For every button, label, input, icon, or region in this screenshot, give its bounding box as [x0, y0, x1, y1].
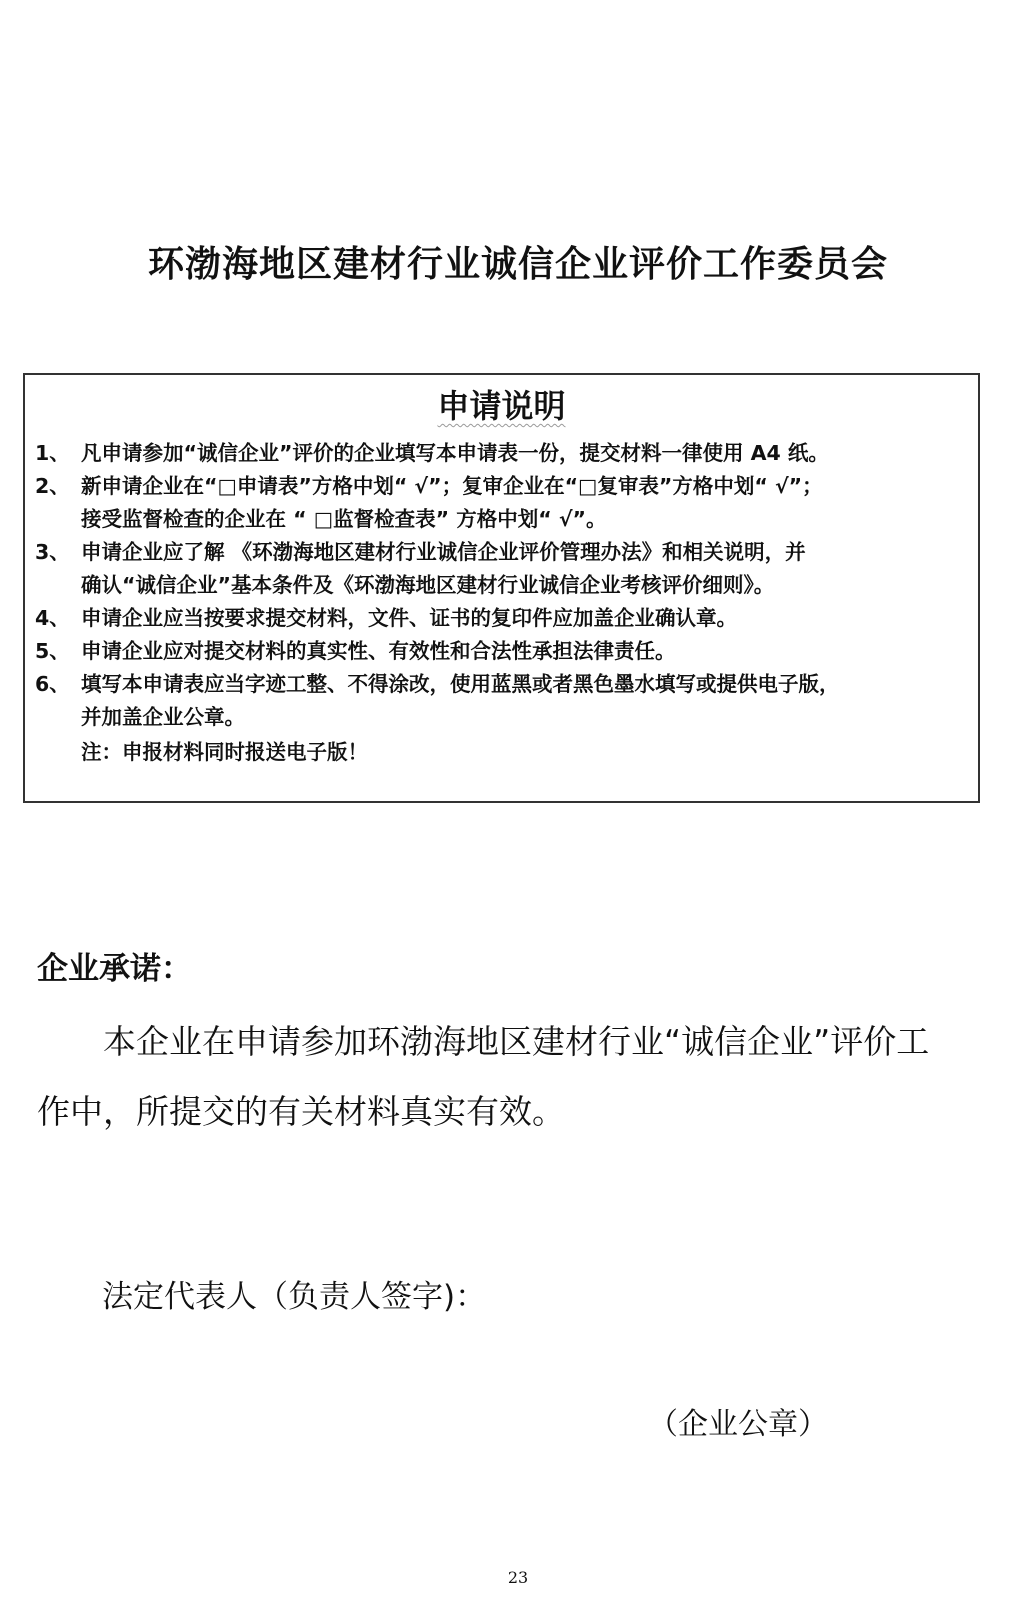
notice-item-number: 3、 [35, 540, 70, 564]
notice-item-5 [35, 635, 975, 668]
pledge-body [37, 1007, 987, 1147]
notice-item-3 [35, 536, 975, 602]
notice-item-text [81, 602, 975, 635]
notice-item-text [81, 668, 975, 734]
notice-item-number: 2、 [35, 474, 70, 498]
notice-item-text [81, 635, 975, 668]
notice-note: 注：申报材料同时报送电子版！ [81, 740, 368, 764]
notice-item-line: 新申请企业在“□申请表”方格中划“ √”；复审企业在“□复审表”方格中划“ √”； [81, 474, 823, 498]
application-notice-box [23, 373, 980, 803]
notice-item-line: 申请企业应对提交材料的真实性、有效性和合法性承担法律责任。 [81, 639, 676, 663]
notice-item-line: 接受监督检查的企业在 “ □监督检查表” 方格中划“ √”。 [81, 507, 607, 531]
signature-label: 法定代表人（负责人签字)： [102, 1279, 487, 1315]
pledge-line: 作中，所提交的有关材料真实有效。 [37, 1092, 565, 1131]
notice-item-line: 凡申请参加“诚信企业”评价的企业填写本申请表一份，提交材料一律使用 A4 纸。 [81, 441, 829, 465]
pledge-heading: 企业承诺： [37, 951, 192, 987]
notice-item-6 [35, 668, 975, 734]
notice-item-line: 填写本申请表应当字迹工整、不得涂改，使用蓝黑或者黑色墨水填写或提供电子版， [81, 672, 840, 696]
notice-item-line: 申请企业应当按要求提交材料，文件、证书的复印件应加盖企业确认章。 [81, 606, 737, 630]
notice-item-number: 6、 [35, 672, 70, 696]
notice-item-text [81, 470, 975, 536]
notice-item-line: 确认“诚信企业”基本条件及《环渤海地区建材行业诚信企业考核评价细则》。 [81, 573, 775, 597]
notice-item-number: 5、 [35, 639, 70, 663]
notice-list [35, 437, 975, 734]
notice-heading: 申请说明 [437, 387, 566, 425]
notice-item-line: 申请企业应了解 《环渤海地区建材行业诚信企业评价管理办法》和相关说明，并 [81, 540, 806, 564]
notice-item-number: 4、 [35, 606, 70, 630]
notice-item-text [81, 437, 975, 470]
page-number: 23 [507, 1568, 529, 1587]
notice-item-4 [35, 602, 975, 635]
notice-item-1 [35, 437, 975, 470]
notice-item-line: 并加盖企业公章。 [81, 705, 245, 729]
notice-item-2 [35, 470, 975, 536]
pledge-line: 本企业在申请参加环渤海地区建材行业“诚信企业”评价工 [103, 1022, 930, 1061]
committee-title: 环渤海地区建材行业诚信企业评价工作委员会 [147, 244, 888, 285]
notice-item-number: 1、 [35, 441, 70, 465]
notice-item-text [81, 536, 975, 602]
company-seal-label: （企业公章） [648, 1407, 828, 1442]
